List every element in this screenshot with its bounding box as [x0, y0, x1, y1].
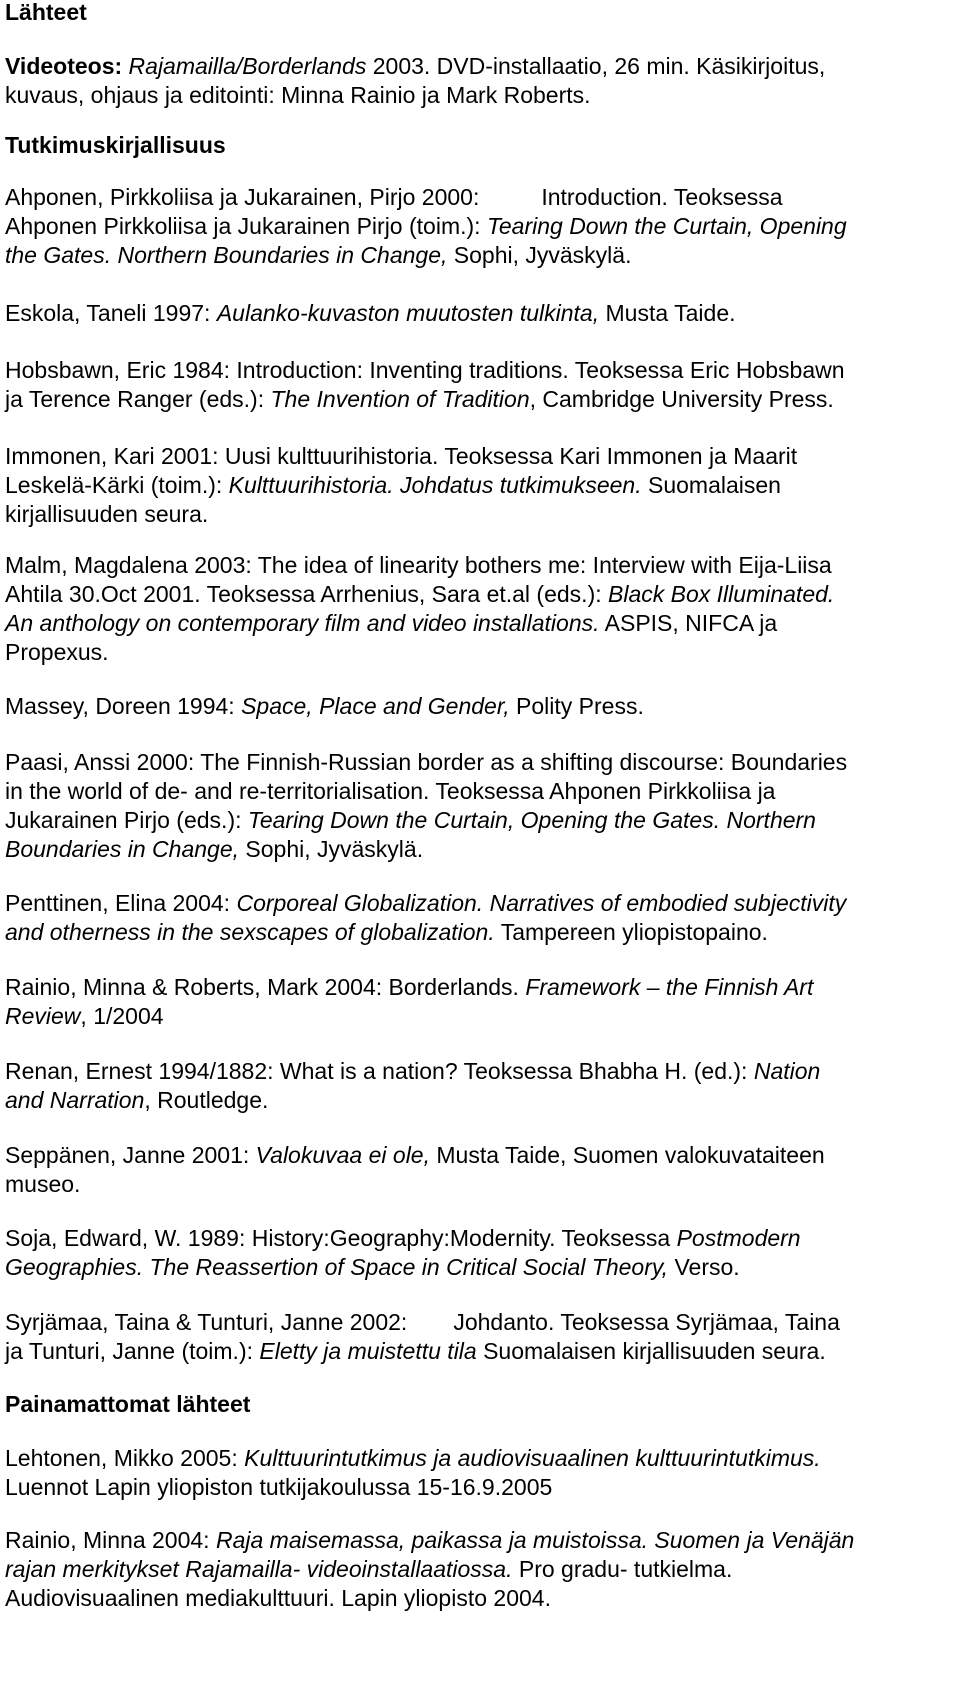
- eskola-author: Eskola, Taneli 1997:: [5, 300, 217, 326]
- massey-author: Massey, Doreen 1994:: [5, 693, 242, 719]
- rainio-thesis-title: Raja maisemassa, paikassa ja muistoissa. Suomen ja Venäjän: [215, 1527, 855, 1553]
- seppanen-entry-line-1: [5, 1140, 825, 1170]
- renan-book-title: Nation: [753, 1058, 821, 1084]
- immonen-book-title: Kulttuurihistoria. Johdatus tutkimukseen.: [228, 472, 642, 498]
- rainio-roberts-journal-cont: Review: [5, 1003, 81, 1029]
- penttinen-title-cont: and otherness in the sexscapes of globalization.: [5, 919, 495, 945]
- syrjamaa-entry-line-2: [5, 1336, 826, 1366]
- seppanen-title: Valokuvaa ei ole,: [255, 1142, 430, 1168]
- rainio-roberts-entry-line-1: [5, 972, 813, 1002]
- immonen-editors: Leskelä-Kärki (toim.):: [5, 472, 229, 498]
- hobsbawn-entry-line-2: [5, 384, 834, 414]
- ahponen-intro: Introduction. Teoksessa: [541, 184, 783, 210]
- lehtonen-entry-line-2: Luennot Lapin yliopiston tutkijakoulussa 15-16.9.2005: [5, 1474, 553, 1500]
- ahponen-book-title-cont: the Gates. Northern Boundaries in Change,: [5, 242, 448, 268]
- ahponen-entry-line-3: [5, 240, 631, 270]
- rainio-roberts-author: Rainio, Minna & Roberts, Mark 2004: Borderlands.: [5, 974, 526, 1000]
- seppanen-entry-line-2: museo.: [5, 1171, 81, 1197]
- paasi-entry-line-1: Paasi, Anssi 2000: The Finnish-Russian border as a shifting discourse: Boundaries: [5, 749, 848, 775]
- paasi-entry-line-2: in the world of de- and re-territorialisation. Teoksessa Ahponen Pirkkoliisa ja: [5, 778, 776, 804]
- syrjamaa-author: Syrjämaa, Taina & Tunturi, Janne 2002:: [5, 1309, 408, 1335]
- eskola-entry: [5, 298, 736, 328]
- paasi-book-title-cont: Boundaries in Change,: [5, 836, 239, 862]
- immonen-entry-line-1: Immonen, Kari 2001: Uusi kulttuurihistoria. Teoksessa Kari Immonen ja Maarit: [5, 443, 798, 469]
- rainio-roberts-entry-line-2: [5, 1001, 164, 1031]
- immonen-entry-line-3: kirjallisuuden seura.: [5, 501, 209, 527]
- ahponen-editors: Ahponen Pirkkoliisa ja Jukarainen Pirjo (toim.):: [5, 213, 487, 239]
- video-text: 2003. DVD-installaatio, 26 min. Käsikirjoitus,: [366, 53, 826, 79]
- video-entry-line-1: [5, 51, 825, 81]
- soja-book-title-cont: Geographies. The Reassertion of Space in Critical Social Theory,: [5, 1254, 669, 1280]
- immonen-publisher: Suomalaisen: [641, 472, 781, 498]
- paasi-entry-line-3: [5, 805, 816, 835]
- penttinen-entry-line-2: [5, 917, 768, 947]
- syrjamaa-entry-line-1: [5, 1307, 840, 1337]
- penttinen-entry-line-1: [5, 888, 846, 918]
- video-entry-line-2: kuvaus, ohjaus ja editointi: Minna Rainio ja Mark Roberts.: [5, 82, 591, 108]
- paasi-entry-line-4: [5, 834, 423, 864]
- seppanen-publisher: Musta Taide, Suomen valokuvataiteen: [430, 1142, 825, 1168]
- hobsbawn-entry-line-1: Hobsbawn, Eric 1984: Introduction: Inventing traditions. Teoksessa Eric Hobsbawn: [5, 357, 845, 383]
- penttinen-title: Corporeal Globalization. Narratives of embodied subjectivity: [236, 890, 847, 916]
- renan-author: Renan, Ernest 1994/1882: What is a nation? Teoksessa Bhabha H. (ed.):: [5, 1058, 754, 1084]
- malm-publisher: ASPIS, NIFCA ja: [599, 610, 778, 636]
- rainio-thesis-entry-line-2: [5, 1554, 732, 1584]
- video-label: Videoteos:: [5, 53, 123, 79]
- renan-book-title-cont: and Narration: [5, 1087, 145, 1113]
- rainio-thesis-entry-line-1: [5, 1525, 854, 1555]
- rainio-thesis-author: Rainio, Minna 2004:: [5, 1527, 216, 1553]
- malm-book-subtitle: An anthology on contemporary film and video installations.: [5, 610, 600, 636]
- soja-entry-line-2: [5, 1252, 740, 1282]
- soja-book-title: Postmodern: [676, 1225, 801, 1251]
- malm-entry-line-3: [5, 608, 777, 638]
- lehtonen-title: Kulttuurintutkimus ja audiovisuaalinen kulttuurintutkimus.: [244, 1445, 821, 1471]
- soja-publisher: Verso.: [668, 1254, 740, 1280]
- syrjamaa-intro: Johdanto. Teoksessa Syrjämaa, Taina: [453, 1309, 840, 1335]
- hobsbawn-publisher: , Cambridge University Press.: [529, 386, 834, 412]
- lehtonen-author: Lehtonen, Mikko 2005:: [5, 1445, 245, 1471]
- malm-book-title: Black Box Illuminated.: [608, 581, 835, 607]
- malm-editors: Ahtila 30.Oct 2001. Teoksessa Arrhenius, Sara et.al (eds.):: [5, 581, 609, 607]
- ahponen-entry-line-1: [5, 182, 783, 212]
- renan-entry-line-2: [5, 1085, 268, 1115]
- rainio-thesis-title-cont: rajan merkitykset Rajamailla- videoinstallaatiossa.: [5, 1556, 513, 1582]
- eskola-title: Aulanko-kuvaston muutosten tulkinta,: [216, 300, 600, 326]
- lehtonen-entry-line-1: [5, 1443, 821, 1473]
- rainio-thesis-type: Pro gradu- tutkielma.: [512, 1556, 733, 1582]
- massey-title: Space, Place and Gender,: [241, 693, 510, 719]
- seppanen-author: Seppänen, Janne 2001:: [5, 1142, 256, 1168]
- malm-entry-line-1: Malm, Magdalena 2003: The idea of linearity bothers me: Interview with Eija-Liisa: [5, 552, 832, 578]
- renan-publisher: , Routledge.: [144, 1087, 269, 1113]
- massey-publisher: Polity Press.: [509, 693, 644, 719]
- paasi-publisher: Sophi, Jyväskylä.: [239, 836, 424, 862]
- rainio-roberts-issue: , 1/2004: [80, 1003, 164, 1029]
- video-title: Rajamailla/Borderlands: [128, 53, 367, 79]
- soja-author: Soja, Edward, W. 1989: History:Geography:Modernity. Teoksessa: [5, 1225, 677, 1251]
- syrjamaa-editors: ja Tunturi, Janne (toim.):: [5, 1338, 260, 1364]
- renan-entry-line-1: [5, 1056, 820, 1086]
- ahponen-author: Ahponen, Pirkkoliisa ja Jukarainen, Pirjo 2000:: [5, 184, 480, 210]
- massey-entry: [5, 691, 644, 721]
- ahponen-book-title: Tearing Down the Curtain, Opening: [486, 213, 847, 239]
- section-heading-research: Tutkimuskirjallisuus: [5, 132, 226, 158]
- immonen-entry-line-2: [5, 470, 781, 500]
- malm-entry-line-4: Propexus.: [5, 639, 109, 665]
- section-heading-unpublished: Painamattomat lähteet: [5, 1391, 251, 1417]
- paasi-editors: Jukarainen Pirjo (eds.):: [5, 807, 248, 833]
- ahponen-publisher: Sophi, Jyväskylä.: [447, 242, 632, 268]
- eskola-publisher: Musta Taide.: [599, 300, 736, 326]
- syrjamaa-publisher: Suomalaisen kirjallisuuden seura.: [476, 1338, 826, 1364]
- rainio-thesis-entry-line-3: Audiovisuaalinen mediakulttuuri. Lapin yliopisto 2004.: [5, 1585, 551, 1611]
- penttinen-publisher: Tampereen yliopistopaino.: [494, 919, 768, 945]
- hobsbawn-book-title: The Invention of Tradition: [270, 386, 530, 412]
- soja-entry-line-1: [5, 1223, 801, 1253]
- syrjamaa-book-title: Eletty ja muistettu tila: [259, 1338, 477, 1364]
- malm-entry-line-2: [5, 579, 834, 609]
- rainio-roberts-journal: Framework – the Finnish Art: [525, 974, 814, 1000]
- paasi-book-title: Tearing Down the Curtain, Opening the Gates. Northern: [247, 807, 816, 833]
- ahponen-entry-line-2: [5, 211, 847, 241]
- penttinen-author: Penttinen, Elina 2004:: [5, 890, 237, 916]
- hobsbawn-editors: ja Terence Ranger (eds.):: [5, 386, 271, 412]
- page-heading: Lähteet: [5, 0, 87, 25]
